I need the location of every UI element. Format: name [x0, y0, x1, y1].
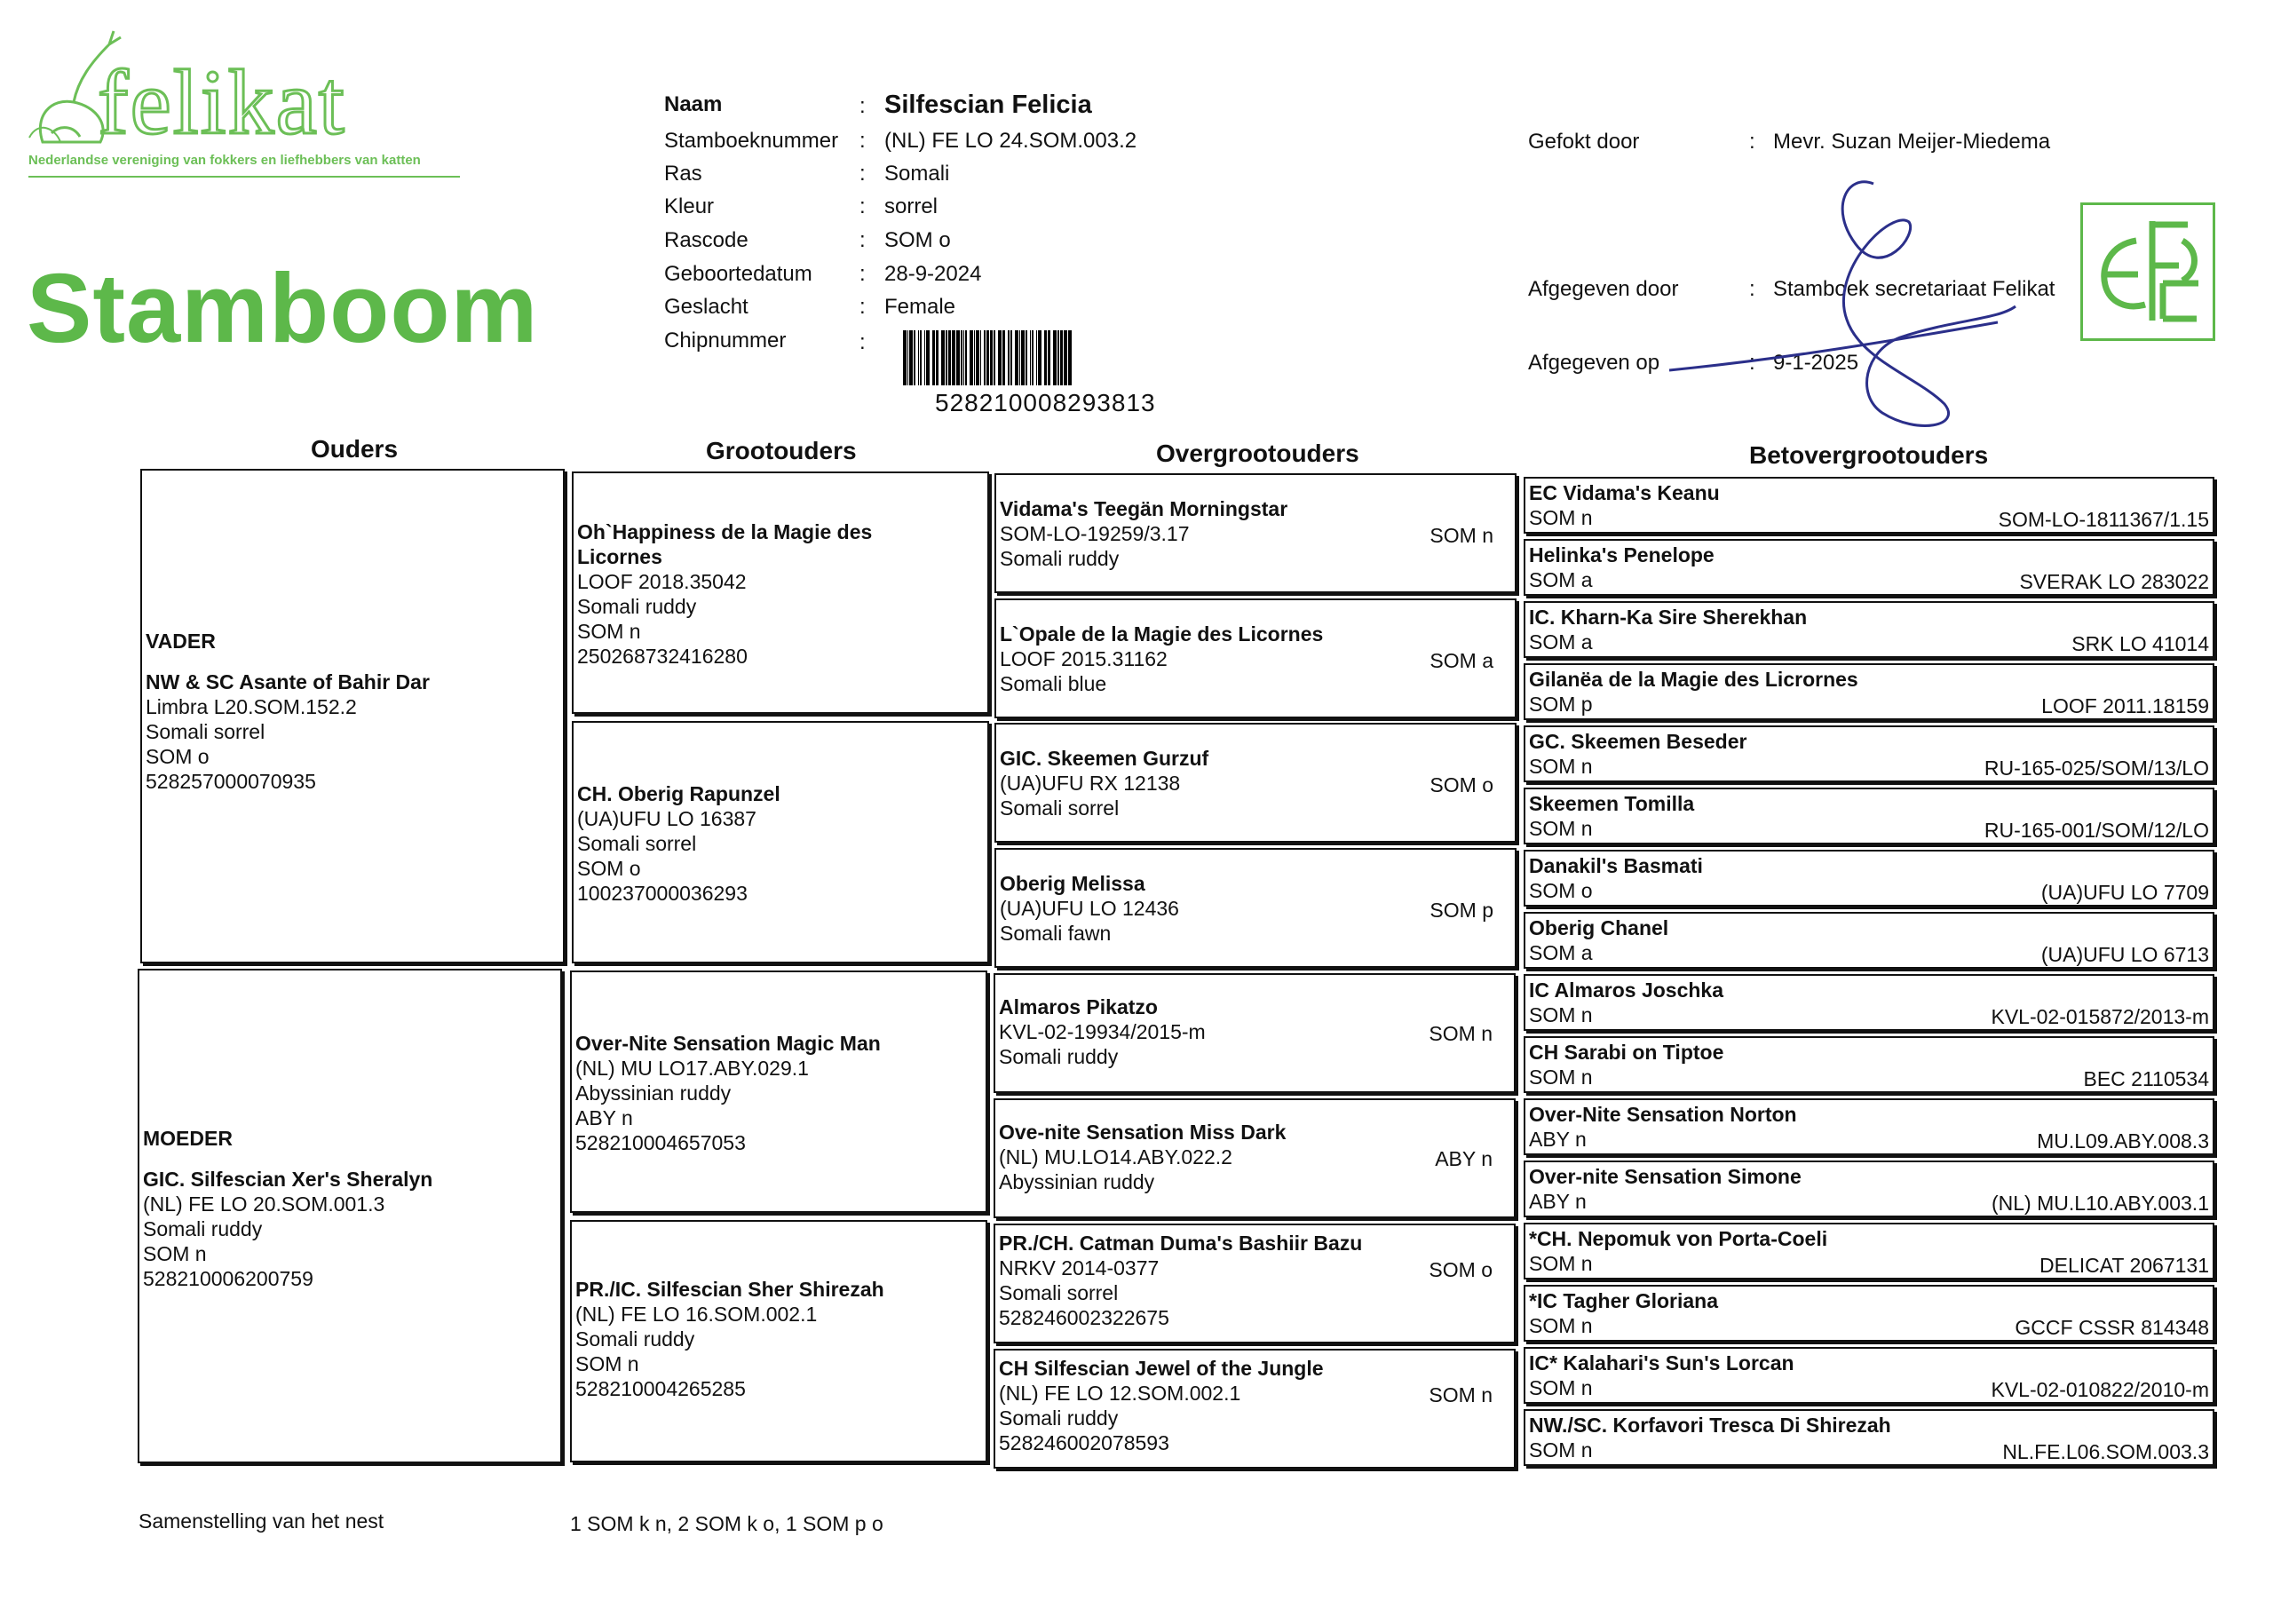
ggp-name: Oberig Melissa	[1000, 872, 1145, 895]
colon: :	[859, 194, 866, 218]
grandparent-name: CH. Oberig Rapunzel	[577, 782, 780, 805]
ggp-code: SOM n	[1430, 524, 1493, 547]
heading-overgrootouders: Overgrootouders	[1156, 440, 1359, 467]
colon: :	[859, 94, 866, 118]
parent-desc: Somali ruddy	[143, 1217, 263, 1240]
parent-name: NW & SC Asante of Bahir Dar	[146, 670, 430, 693]
gggp-reg: BEC 2110534	[2083, 1067, 2209, 1090]
grandparent-reg: (NL) FE LO 16.SOM.002.1	[575, 1303, 818, 1326]
gggp-name: NW./SC. Korfavori Tresca Di Shirezah	[1529, 1414, 1891, 1437]
parent-reg: (NL) FE LO 20.SOM.001.3	[143, 1192, 385, 1216]
colon: :	[859, 295, 866, 319]
document-title: Stamboom	[27, 254, 539, 363]
grandparent-desc: Abyssinian ruddy	[575, 1081, 732, 1105]
parent-chip: 528210006200759	[143, 1267, 313, 1290]
gggp-name: Helinka's Penelope	[1529, 543, 1715, 566]
ggp-reg: (NL) FE LO 12.SOM.002.1	[999, 1382, 1241, 1405]
kleur-value: sorrel	[884, 194, 939, 218]
ggp-code: SOM n	[1429, 1383, 1493, 1406]
afgegeven-op-label: Afgegeven op	[1528, 351, 1660, 375]
gggp-box	[1524, 1409, 2214, 1466]
parent-code: SOM o	[146, 745, 210, 768]
gggp-box	[1524, 788, 2214, 844]
parent-role: VADER	[146, 630, 216, 653]
gggp-box	[1524, 1036, 2214, 1093]
grandparent-box	[570, 970, 987, 1213]
signature-icon	[1651, 173, 2024, 444]
gggp-code: SOM n	[1529, 1066, 1593, 1089]
gefokt-value: Mevr. Suzan Meijer-Miedema	[1773, 130, 2051, 154]
gggp-code: SOM a	[1529, 630, 1593, 654]
gggp-box	[1524, 477, 2214, 534]
grandparent-chip: 528210004265285	[575, 1377, 746, 1400]
ggp-code: SOM a	[1430, 649, 1493, 672]
gggp-box	[1524, 725, 2214, 782]
gggp-reg: (UA)UFU LO 6713	[2040, 943, 2209, 966]
heading-grootouders: Grootouders	[706, 437, 857, 464]
great-grandparent-box	[994, 1098, 1516, 1218]
rascode-label: Rascode	[664, 228, 748, 252]
gggp-name: IC Almaros Joschka	[1529, 978, 1724, 1002]
gggp-code: SOM n	[1529, 1252, 1593, 1275]
gggp-name: IC* Kalahari's Sun's Lorcan	[1529, 1351, 1794, 1374]
ggp-name: CH Silfescian Jewel of the Jungle	[999, 1357, 1324, 1380]
gggp-reg: MU.L09.ABY.008.3	[2037, 1129, 2209, 1153]
colon: :	[859, 228, 866, 252]
gggp-code: SOM o	[1529, 879, 1593, 902]
barcode-icon	[903, 330, 1180, 385]
gggp-reg: LOOF 2011.18159	[2041, 694, 2209, 717]
colon: :	[1749, 130, 1755, 154]
gggp-reg: RU-165-025/SOM/13/LO	[1984, 757, 2209, 780]
grandparent-chip: 250268732416280	[577, 645, 748, 668]
great-grandparent-box	[994, 723, 1517, 843]
parent-code: SOM n	[143, 1242, 207, 1265]
gggp-name: EC Vidama's Keanu	[1529, 481, 1720, 504]
colon: :	[859, 162, 866, 186]
grandparent-reg: (NL) MU LO17.ABY.029.1	[575, 1057, 809, 1080]
gggp-box	[1524, 974, 2214, 1031]
gggp-box	[1524, 539, 2214, 596]
afgegeven-door-value: Stamboek secretariaat Felikat	[1773, 277, 2055, 301]
ggp-reg: (NL) MU.LO14.ABY.022.2	[999, 1145, 1232, 1168]
logo-tagline: Nederlandse vereniging van fokkers en liefhebbers van katten	[28, 153, 421, 168]
gggp-code: SOM n	[1529, 1438, 1593, 1462]
gggp-reg: KVL-02-015872/2013-m	[1991, 1005, 2209, 1028]
gggp-name: Oberig Chanel	[1529, 916, 1669, 939]
colon: :	[859, 129, 866, 153]
ggp-reg: LOOF 2015.31162	[1000, 647, 1168, 670]
gggp-name: CH Sarabi on Tiptoe	[1529, 1041, 1724, 1064]
grandparent-desc: Somali sorrel	[577, 832, 697, 855]
ggp-desc: Somali sorrel	[999, 1281, 1119, 1304]
gggp-reg: DELICAT 2067131	[2039, 1254, 2209, 1277]
gggp-code: SOM a	[1529, 941, 1593, 964]
gggp-reg: NL.FE.L06.SOM.003.3	[2002, 1440, 2209, 1463]
logo-wordmark: felikat	[98, 51, 346, 154]
gggp-name: Danakil's Basmati	[1529, 854, 1703, 877]
ggp-reg: (UA)UFU LO 12436	[1000, 897, 1179, 920]
gggp-name: IC. Kharn-Ka Sire Sherekhan	[1529, 606, 1808, 629]
ggp-code: SOM o	[1430, 773, 1493, 796]
gggp-reg: (UA)UFU LO 7709	[2040, 881, 2209, 904]
grandparent-name: PR./IC. Silfescian Sher Shirezah	[575, 1278, 884, 1301]
heading-ouders: Ouders	[311, 435, 399, 463]
naam-label: Naam	[664, 92, 723, 116]
grandparent-box	[572, 471, 989, 714]
afgegeven-door-label: Afgegeven door	[1528, 277, 1679, 301]
grandparent-chip: 528210004657053	[575, 1131, 746, 1154]
gggp-reg: SOM-LO-1811367/1.15	[1998, 508, 2209, 531]
gggp-reg: RU-165-001/SOM/12/LO	[1984, 819, 2209, 842]
ggp-name: GIC. Skeemen Gurzuf	[1000, 747, 1209, 770]
ggp-code: SOM p	[1430, 899, 1493, 922]
fife-logo	[2080, 202, 2215, 341]
great-grandparent-box	[994, 598, 1517, 718]
gggp-code: SOM a	[1529, 568, 1593, 591]
gggp-box	[1524, 1161, 2214, 1217]
gggp-code: SOM n	[1529, 1003, 1593, 1026]
ggp-reg: (UA)UFU RX 12138	[1000, 772, 1181, 795]
ggp-chip: 528246002322675	[999, 1306, 1169, 1329]
gggp-reg: (NL) MU.L10.ABY.003.1	[1991, 1192, 2209, 1215]
geboorte-value: 28-9-2024	[884, 262, 982, 286]
great-grandparent-box	[994, 1349, 1516, 1469]
ggp-code: ABY n	[1435, 1147, 1493, 1170]
gggp-reg: SVERAK LO 283022	[2019, 570, 2209, 593]
ggp-desc: Abyssinian ruddy	[999, 1170, 1155, 1193]
ggp-desc: Somali fawn	[1000, 922, 1112, 945]
gggp-reg: SRK LO 41014	[2071, 632, 2209, 655]
grandparent-reg: LOOF 2018.35042	[577, 570, 747, 593]
colon: :	[859, 262, 866, 286]
nest-value: 1 SOM k n, 2 SOM k o, 1 SOM p o	[570, 1512, 883, 1535]
grandparent-name: Over-Nite Sensation Magic Man	[575, 1032, 881, 1055]
fife-emblem-icon	[2083, 205, 2213, 338]
grandparent-reg: (UA)UFU LO 16387	[577, 807, 756, 830]
ggp-reg: NRKV 2014-0377	[999, 1256, 1160, 1279]
stamboek-label: Stamboeknummer	[664, 129, 839, 153]
gggp-name: *IC Tagher Gloriana	[1529, 1289, 1719, 1312]
ggp-name: PR./CH. Catman Duma's Bashiir Bazu	[999, 1232, 1363, 1255]
grandparent-code: SOM o	[577, 857, 641, 880]
grandparent-desc: Somali ruddy	[575, 1327, 695, 1351]
gggp-name: *CH. Nepomuk von Porta-Coeli	[1529, 1227, 1828, 1250]
afgegeven-op-value: 9-1-2025	[1773, 351, 1859, 375]
gggp-box	[1524, 912, 2214, 969]
gggp-code: SOM n	[1529, 817, 1593, 840]
parent-role: MOEDER	[143, 1127, 233, 1150]
ggp-chip: 528246002078593	[999, 1431, 1169, 1454]
grandparent-box	[570, 1220, 987, 1462]
gggp-box	[1524, 663, 2214, 720]
colon: :	[1749, 351, 1755, 375]
naam-value: Silfescian Felicia	[884, 91, 1092, 119]
ggp-name: Almaros Pikatzo	[999, 995, 1158, 1018]
geboorte-label: Geboortedatum	[664, 262, 812, 286]
chip-value: 528210008293813	[935, 389, 1156, 416]
gggp-box	[1524, 1223, 2214, 1279]
ggp-desc: Somali ruddy	[999, 1045, 1119, 1068]
gggp-code: SOM n	[1529, 1314, 1593, 1337]
heading-betovergrootouders: Betovergrootouders	[1749, 441, 1989, 469]
gggp-box	[1524, 1347, 2214, 1404]
ggp-desc: Somali ruddy	[999, 1406, 1119, 1430]
ggp-name: Vidama's Teegän Morningstar	[1000, 497, 1288, 520]
ggp-desc: Somali sorrel	[1000, 796, 1120, 820]
gggp-reg: GCCF CSSR 814348	[2015, 1316, 2209, 1339]
rascode-value: SOM o	[884, 228, 951, 252]
nest-label: Samenstelling van het nest	[139, 1509, 384, 1533]
great-grandparent-box	[994, 848, 1517, 968]
geslacht-label: Geslacht	[664, 295, 748, 319]
ggp-code: SOM o	[1429, 1258, 1493, 1281]
gggp-box	[1524, 850, 2214, 907]
gggp-box	[1524, 1098, 2214, 1155]
grandparent-chip: 100237000036293	[577, 882, 748, 905]
ggp-name: L`Opale de la Magie des Licornes	[1000, 622, 1324, 646]
grandparent-code: SOM n	[577, 620, 641, 643]
great-grandparent-box	[994, 1224, 1516, 1343]
parent-chip: 528257000070935	[146, 770, 316, 793]
ggp-reg: KVL-02-19934/2015-m	[999, 1020, 1206, 1043]
parent-box-vader	[140, 469, 565, 963]
gggp-code: ABY n	[1529, 1190, 1587, 1213]
gggp-name: Over-nite Sensation Simone	[1529, 1165, 1802, 1188]
great-grandparent-box	[994, 973, 1516, 1093]
geslacht-value: Female	[884, 295, 956, 319]
ggp-desc: Somali ruddy	[1000, 547, 1120, 570]
stamboek-value: (NL) FE LO 24.SOM.003.2	[884, 129, 1137, 153]
gggp-reg: KVL-02-010822/2010-m	[1991, 1378, 2209, 1401]
parent-reg: Limbra L20.SOM.152.2	[146, 695, 357, 718]
parent-desc: Somali sorrel	[146, 720, 265, 743]
ggp-reg: SOM-LO-19259/3.17	[1000, 522, 1190, 545]
gggp-box	[1524, 601, 2214, 658]
colon: :	[859, 330, 866, 354]
gggp-code: SOM n	[1529, 506, 1593, 529]
felikat-logo	[25, 27, 469, 182]
parent-box-moeder	[138, 969, 562, 1463]
logo-underline	[28, 176, 460, 178]
grandparent-desc: Somali ruddy	[577, 595, 697, 618]
gggp-box	[1524, 1285, 2214, 1342]
grandparent-code: SOM n	[575, 1352, 639, 1375]
gggp-name: Over-Nite Sensation Norton	[1529, 1103, 1797, 1126]
chip-label: Chipnummer	[664, 329, 787, 353]
ras-label: Ras	[664, 162, 702, 186]
gefokt-label: Gefokt door	[1528, 130, 1640, 154]
kleur-label: Kleur	[664, 194, 715, 218]
ggp-desc: Somali blue	[1000, 672, 1107, 695]
gggp-name: Skeemen Tomilla	[1529, 792, 1695, 815]
gggp-name: GC. Skeemen Beseder	[1529, 730, 1747, 753]
ras-value: Somali	[884, 162, 950, 186]
colon: :	[1749, 277, 1755, 301]
gggp-code: SOM p	[1529, 693, 1593, 716]
gggp-code: ABY n	[1529, 1128, 1587, 1151]
ggp-code: SOM n	[1429, 1022, 1493, 1045]
gggp-code: SOM n	[1529, 755, 1593, 778]
parent-name: GIC. Silfescian Xer's Sheralyn	[143, 1168, 433, 1191]
gggp-code: SOM n	[1529, 1376, 1593, 1399]
grandparent-name: Oh`Happiness de la Magie des Licornes	[577, 520, 873, 568]
gggp-name: Gilanëa de la Magie des Licrornes	[1529, 668, 1858, 691]
grandparent-code: ABY n	[575, 1106, 633, 1129]
ggp-name: Ove-nite Sensation Miss Dark	[999, 1121, 1287, 1144]
great-grandparent-box	[994, 473, 1517, 593]
grandparent-box	[572, 721, 989, 963]
